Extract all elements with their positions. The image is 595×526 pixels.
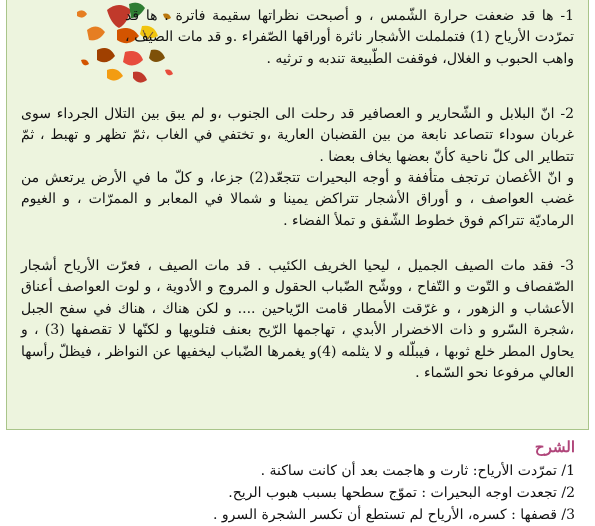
explanation-title: الشرح xyxy=(534,438,575,456)
paragraph-2-text: 2- انّ البلابل و الشّحارير و العصافير قد رحلت الى الجنوب ،و لم يبق بين التلال الجرداء سوى غربان سوداء تتصاعد نابعة من بين القضبان العارية ،و تختفي في الغاب ،ثمّ تظهر و تهبط ، ثمّ تتطاير الى كلّ ناحية كأنّ بعضها يخاف بعضا . xyxy=(21,106,574,165)
paragraph-2-continued xyxy=(21,168,574,232)
explanation-item-1: 1/ تمرّدت الأرياح: ثارت و هاجمت بعد أن كانت ساكنة . xyxy=(260,463,575,479)
explanation-section xyxy=(20,436,575,526)
paragraph-2-continued-text: و انّ الأغصان ترتجف متأففة و أوجه البحيرات تتجعّد(2) جزعا، و كلّ ما في الأرض يرتعش من غضب العواصف ، و أوراق الأشجار تتراكض يمينا و شمالا في المعابر و الممرّات ، و الغيوم الرماديّة تتراكم فوق خطوط الشّفق و تملأ الفضاء . xyxy=(21,170,574,229)
text-frame xyxy=(6,0,589,430)
paragraph-1-text: 1- ها قد ضعفت حرارة الشّمس ، و أصبحت نظراتها سقيمة فاترة . ها قد تمرّدت الأرياح (1) فتململت الأشجار ناثرة أوراقها الصّفراء .و قد مات الصيف ، واهب الحبوب و الغلال، فوقفت الطّبيعة تندبه و ترثيه . xyxy=(125,8,574,67)
paragraph-3 xyxy=(21,256,574,384)
paragraph-3-text: 3- فقد مات الصيف الجميل ، ليحيا الخريف الكئيب . قد مات الصيف ، فعرّت الأرياح أشجار الصّفصاف و التّوت و التّفاح ، ووشّح الضّباب الحقول و المروج و الأدوية ، و لوت العواصف أعناق الأعشاب و الزهور ، و غرّقت الأمطار قامت الرّياحين .... و لكن هناك ، هناك في سفح الجبل ،شجرة السّرو و ذات الاخضرار الأبدي ، تهاجمها الرّيح بعنف فتلويها و لكنّها لا تقصفها (3) ، و يحاول المطر خلع ثوبها ، فيبلّله و لا يثلمه (4)و يغمرها الضّباب ليخفيها عن النواظر ، فيظلّ رأسها العالي مرفوعا نحو السّماء . xyxy=(21,258,574,382)
explanation-item-3: 3/ قصفها : كسره، الأرياح لم تستطع أن تكسر الشجرة السرو . xyxy=(213,507,575,523)
paragraph-1 xyxy=(125,6,574,70)
paragraph-2 xyxy=(21,104,574,168)
explanation-item-2: 2/ تجعدت اوجه البحيرات : تموّج سطحها بسبب هبوب الريح. xyxy=(228,485,575,501)
